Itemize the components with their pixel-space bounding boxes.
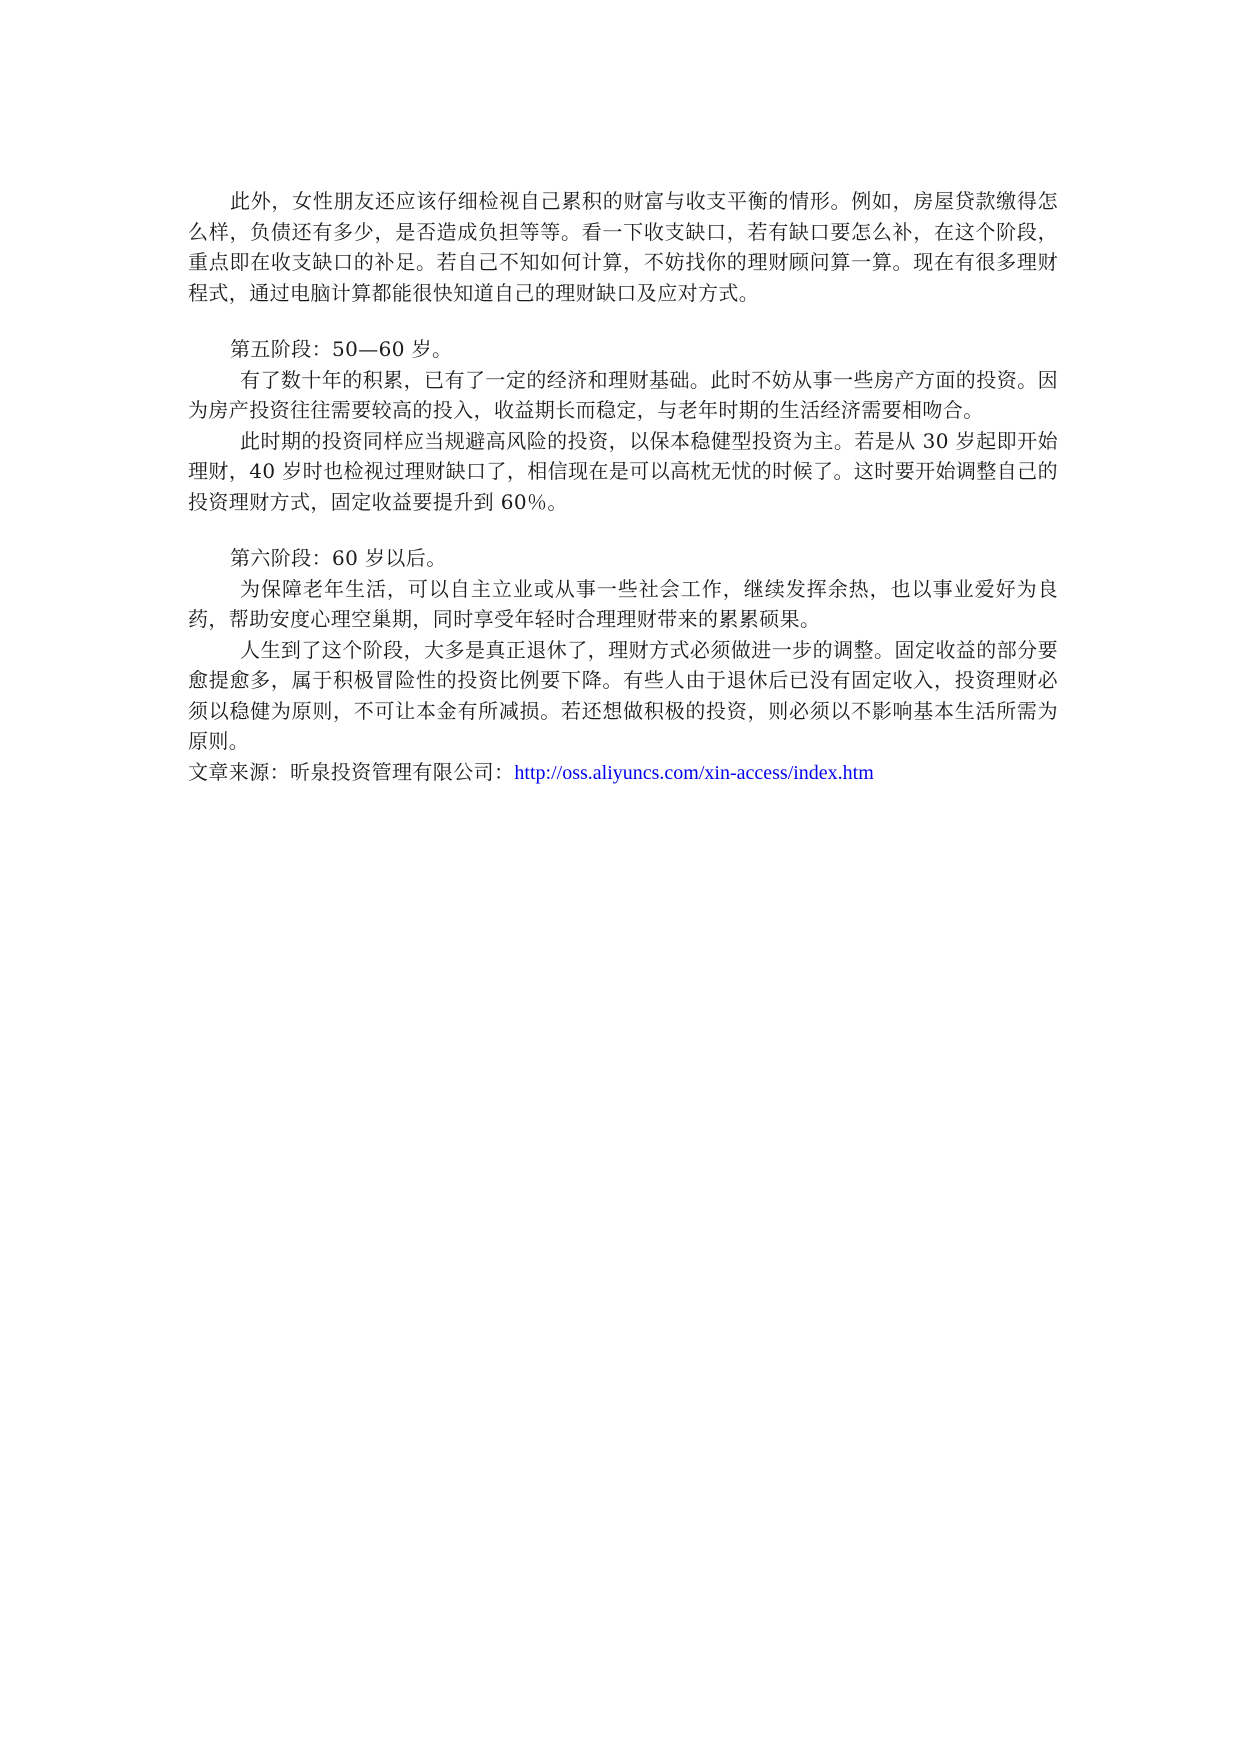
document-body: [188, 186, 1058, 788]
intro-paragraph: 此外，女性朋友还应该仔细检视自己累积的财富与收支平衡的情形。例如，房屋贷款缴得怎么样，负债还有多少，是否造成负担等等。看一下收支缺口，若有缺口要怎么补，在这个阶段，重点即在收支缺口的补足。若自己不知如何计算，不妨找你的理财顾问算一算。现在有很多理财程式，通过电脑计算都能很快知道自己的理财缺口及应对方式。: [188, 189, 1058, 305]
stage5-paragraph-1: 有了数十年的积累，已有了一定的经济和理财基础。此时不妨从事一些房产方面的投资。因为房产投资往往需要较高的投入，收益期长而稳定，与老年时期的生活经济需要相吻合。: [188, 367, 1058, 422]
source-label: 文章来源：昕泉投资管理有限公司：: [188, 759, 515, 784]
stage6-paragraph-1: 为保障老年生活，可以自主立业或从事一些社会工作，继续发挥余热，也以事业爱好为良药，帮助安度心理空巢期，同时享受年轻时合理理财带来的累累硕果。: [188, 576, 1058, 631]
source-link[interactable]: http://oss.aliyuncs.com/xin-access/index.htm: [514, 761, 874, 784]
source-line: [188, 757, 1058, 789]
stage5-paragraph-2: 此时期的投资同样应当规避高风险的投资，以保本稳健型投资为主。若是从 30 岁起即开始理财，40 岁时也检视过理财缺口了，相信现在是可以高枕无忧的时候了。这时要开始调整自己的投资理财方式，固定收益要提升到 60％。: [188, 428, 1058, 514]
stage6-paragraph-2: 人生到了这个阶段，大多是真正退休了，理财方式必须做进一步的调整。固定收益的部分要愈提愈多，属于积极冒险性的投资比例要下降。有些人由于退休后已没有固定收入，投资理财必须以稳健为原则，不可让本金有所减损。若还想做积极的投资，则必须以不影响基本生活所需为原则。: [188, 637, 1058, 753]
stage6-heading: 第六阶段：60 岁以后。: [230, 546, 447, 570]
paragraph-spacer: [188, 308, 1058, 334]
paragraph-spacer: [188, 517, 1058, 543]
stage5-heading: 第五阶段：50—60 岁。: [230, 337, 453, 361]
